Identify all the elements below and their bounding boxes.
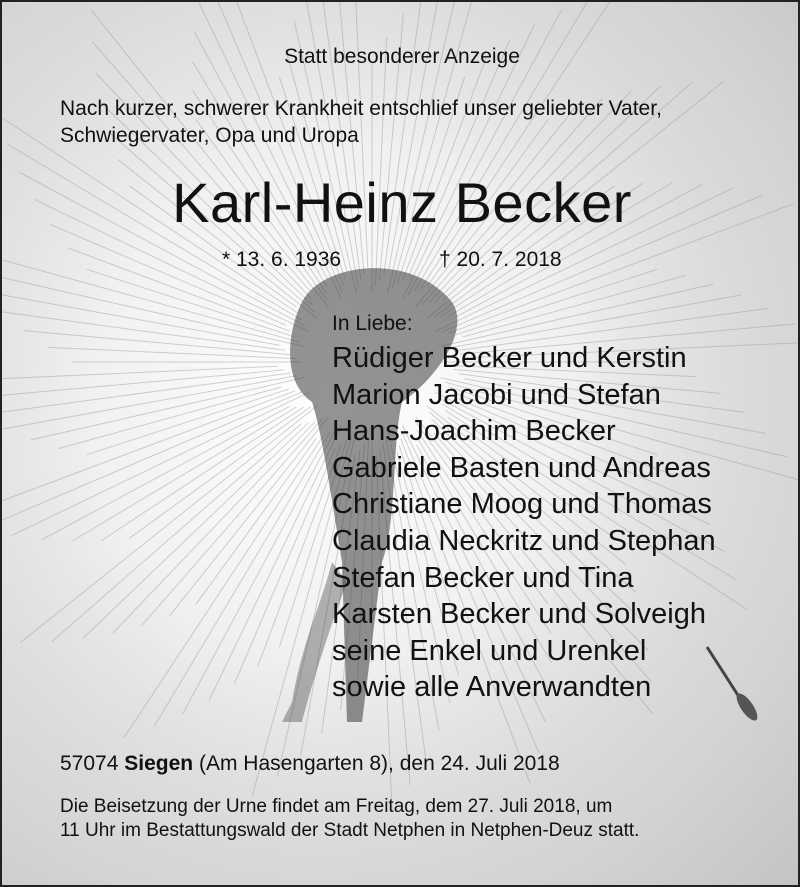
burial-line-1: Die Beisetzung der Urne findet am Freitag, dem 27. Juli 2018, um [60,796,613,817]
mourner-name: Stefan Becker und Tina [332,561,634,594]
intro-line-1: Nach kurzer, schwerer Krankheit entschlief unser geliebter Vater, [60,97,662,120]
mourner-name: Gabriele Basten und Andreas [332,451,711,484]
mourner-name: Marion Jacobi und Stefan [332,378,661,411]
mourners-heading: In Liebe: [332,312,413,335]
burial-line-2: 11 Uhr im Bestattungswald der Stadt Netphen in Netphen-Deuz statt. [60,820,640,841]
city-name: Siegen [124,752,194,775]
intro-line-2: Schwiegervater, Opa und Uropa [60,124,359,147]
place-and-date [60,752,560,776]
mourner-name: Rüdiger Becker und Kerstin [332,342,687,374]
burial-information [60,795,750,843]
header-line: Statt besonderer Anzeige [284,45,520,68]
zip-code: 57074 [60,752,119,775]
mourners-list [332,340,716,706]
mourner-name: Karsten Becker und Solveigh [332,598,706,631]
mourner-name: seine Enkel und Urenkel [332,634,647,667]
mourner-name: Christiane Moog und Thomas [332,488,712,521]
deceased-name: Karl-Heinz Becker [172,171,632,234]
death-date: † 20. 7. 2018 [439,248,562,271]
address-and-date: (Am Hasengarten 8), den 24. Juli 2018 [198,752,560,775]
mourner-name: Hans-Joachim Becker [332,415,616,448]
birth-date: * 13. 6. 1936 [222,248,342,271]
mourner-name: sowie alle Anverwandten [332,671,652,704]
mourner-name: Claudia Neckritz und Stephan [332,524,716,557]
